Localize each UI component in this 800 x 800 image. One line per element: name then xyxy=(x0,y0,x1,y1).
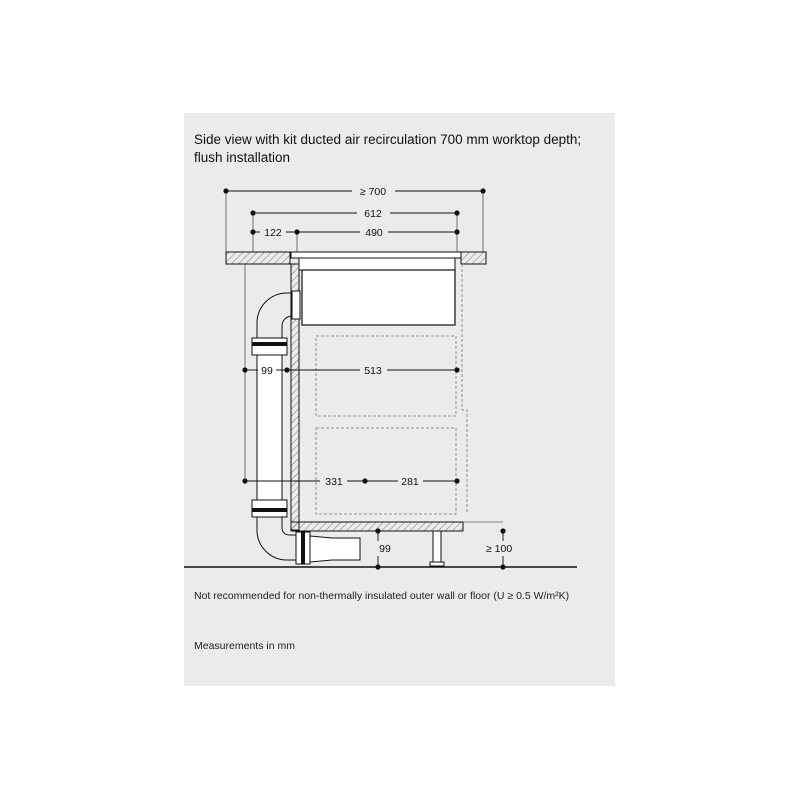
title-line-1: Side view with kit ducted air recirculation 700 mm worktop depth; xyxy=(194,132,582,147)
hob-unit xyxy=(291,252,461,325)
dim-plinth-height: 99 xyxy=(379,543,391,555)
dim-hob-depth: 490 xyxy=(365,227,383,239)
dim-lower-right: 281 xyxy=(401,476,419,488)
dim-overall-depth: ≥ 700 xyxy=(359,186,387,198)
dim-lower-left: 331 xyxy=(325,476,343,488)
dim-cabinet-depth: 612 xyxy=(364,208,382,220)
units-note: Measurements in mm xyxy=(194,640,295,652)
insulation-note: Not recommended for non-thermally insulated outer wall or floor (U ≥ 0.5 W/m²K) xyxy=(194,590,570,602)
dim-front-offset: 122 xyxy=(264,227,282,239)
dim-duct-clearance: 99 xyxy=(261,365,273,377)
dim-inner-depth: 513 xyxy=(364,365,382,377)
plinth-foot xyxy=(430,531,444,566)
dim-plinth-gap: ≥ 100 xyxy=(486,543,513,555)
title-line-2: flush installation xyxy=(194,150,291,165)
